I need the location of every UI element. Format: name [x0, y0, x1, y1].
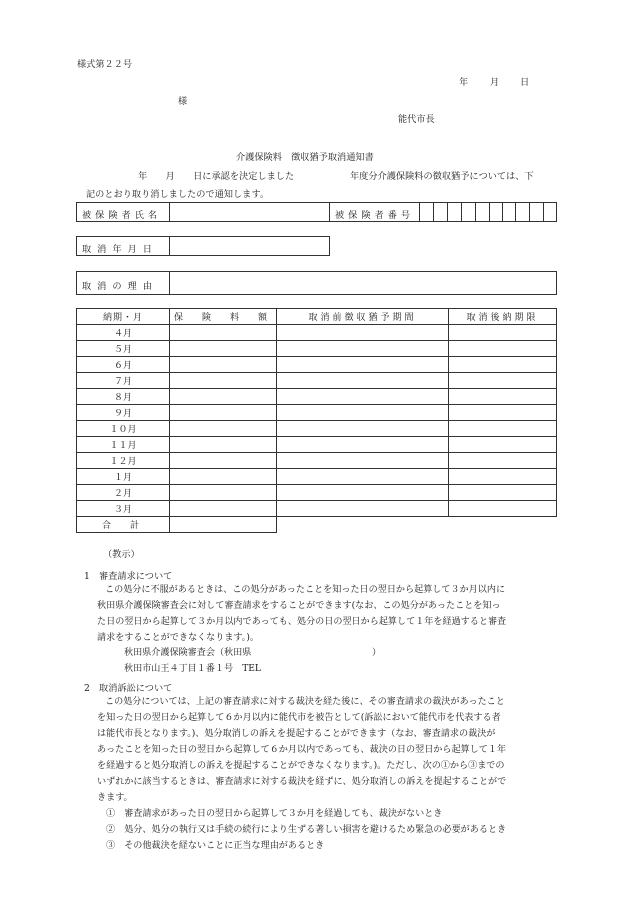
- section-2-line-1: この処分については、上記の審査請求に対する裁決を経た後に、その審査請求の裁決があったこと: [105, 697, 505, 707]
- issuer-name: 能代市長: [398, 114, 435, 125]
- month-cell: １０月: [77, 421, 170, 437]
- month-cell: ４月: [77, 325, 170, 341]
- section-2-line-6: いずれかに該当するときは、審査請求に対する裁決を経ずに、処分取消しの訴えを提起することがで: [97, 777, 507, 787]
- table-row: [77, 485, 557, 501]
- section-1-line-2: 秋田県介護保険審査会に対して審査請求をすることができます(なお、この処分があったことを知っ: [97, 601, 501, 611]
- table-total-row: [77, 517, 557, 533]
- review-board-name: 秋田県介護保険審査会（秋田県: [124, 648, 252, 658]
- header-premium: 保 険 料 額: [170, 309, 277, 325]
- cancel-date-label: 取消年月日: [82, 244, 158, 255]
- month-cell: １１月: [77, 437, 170, 453]
- month-cell: ９月: [77, 405, 170, 421]
- insured-number-label: 被保険者番号: [335, 210, 415, 221]
- section-2-line-4: あったことを知った日の翌日から起算して６か月以内であっても、裁決の日の翌日から起算して１年: [97, 745, 507, 755]
- intro-line-1b: 年度分介護保険料の徴収猶予については、下: [350, 171, 534, 182]
- date-month-label: 月: [490, 77, 500, 88]
- header-after-deadline: 取消後納期限: [449, 309, 557, 325]
- month-cell: ３月: [77, 501, 170, 517]
- table-row: [77, 469, 557, 485]
- cancel-reason-label: 取消の理由: [82, 281, 158, 292]
- table-row: [77, 421, 557, 437]
- month-cell: ２月: [77, 485, 170, 501]
- section-1-line-4: 請求をすることができなくなります。)。: [97, 633, 259, 643]
- section-1-title: 1 審査請求について: [84, 571, 173, 582]
- table-row: [77, 501, 557, 517]
- month-cell: ８月: [77, 389, 170, 405]
- condition-item-1: ① 審査請求があった日の翌日から起算して３か月を経過しても、裁決がないとき: [106, 809, 443, 819]
- notice-heading: （教示）: [103, 549, 140, 560]
- review-board-address: 秋田市山王４丁目１番１号 TEL: [124, 664, 261, 674]
- section-2-line-7: きます。: [97, 793, 133, 803]
- intro-line-2: 記のとおり取り消しましたので通知します。: [86, 189, 270, 200]
- section-2-line-5: を経過すると処分取消しの訴えを提起することができなくなります。)。ただし、次の①から③までの: [97, 761, 505, 771]
- section-1-line-3: た日の翌日から起算して３か月以内であっても、処分の日の翌日から起算して１年を経過すると審査: [97, 617, 507, 627]
- insured-name-label: 被保険者氏名: [82, 210, 162, 221]
- section-2-line-2: を知った日の翌日から起算して６か月以内に能代市を被告として(訴訟において能代市を代表する者: [97, 713, 501, 723]
- table-row: [77, 373, 557, 389]
- table-row: [77, 357, 557, 373]
- document-title: 介護保険料 徴収猶予取消通知書: [236, 152, 374, 163]
- table-row: [77, 453, 557, 469]
- table-row: [77, 437, 557, 453]
- table-row: [77, 325, 557, 341]
- section-2-line-3: は能代市長となります。)、処分取消しの訴えを提起することができます（なお、審査請求の裁決が: [97, 729, 496, 739]
- month-cell: １月: [77, 469, 170, 485]
- table-row: [77, 405, 557, 421]
- table-header-row: [77, 309, 557, 325]
- month-cell: ５月: [77, 341, 170, 357]
- date-year-label: 年: [459, 77, 469, 88]
- intro-line-1a: 年 月 日に承認を決定しました: [138, 171, 295, 182]
- header-period: 納期・月: [77, 309, 170, 325]
- section-2-title: 2 取消訴訟について: [84, 683, 173, 694]
- header-before-period: 取消前徴収猶予期間: [277, 309, 449, 325]
- section-1-line-1: この処分に不服があるときは、この処分があったことを知った日の翌日から起算して３か月以内に: [105, 585, 506, 595]
- addressee-suffix: 様: [178, 96, 188, 107]
- month-cell: １２月: [77, 453, 170, 469]
- total-premium-cell: [170, 517, 277, 533]
- condition-item-3: ③ その他裁決を経ないことに正当な理由があるとき: [106, 841, 325, 851]
- review-board-close-paren: ）: [372, 648, 382, 658]
- month-cell: ７月: [77, 373, 170, 389]
- month-cell: ６月: [77, 357, 170, 373]
- deferral-table: [76, 308, 557, 533]
- form-number: 様式第２２号: [77, 59, 133, 70]
- table-row: [77, 341, 557, 357]
- table-row: [77, 389, 557, 405]
- total-label: 合 計: [77, 517, 170, 533]
- date-day-label: 日: [520, 77, 530, 88]
- condition-item-2: ② 処分、処分の執行又は手続の続行により生ずる著しい損害を避けるため緊急の必要があるとき: [106, 825, 507, 835]
